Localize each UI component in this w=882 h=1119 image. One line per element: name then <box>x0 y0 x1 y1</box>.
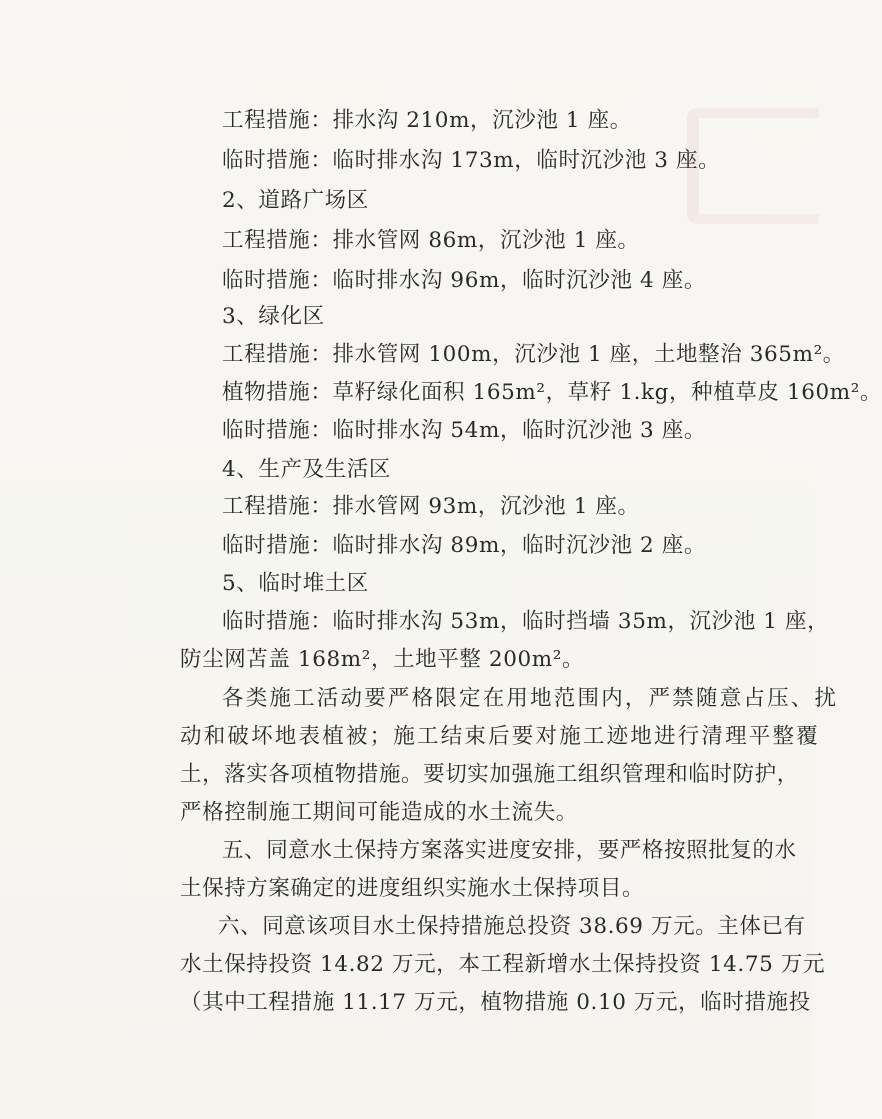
section-heading-4: 4、生产及生活区 <box>222 457 391 482</box>
section-heading-2: 2、道路广场区 <box>222 188 369 213</box>
text-line-14: 临时措施：临时排水沟 53m，临时挡墙 35m，沉沙池 1 座， <box>222 609 830 634</box>
text-line-5: 临时措施：临时排水沟 96m，临时沉沙池 4 座。 <box>222 268 706 293</box>
paragraph-line-3: 土，落实各项植物措施。要切实加强施工组织管理和临时防护， <box>180 762 799 787</box>
text-line-8: 植物措施：草籽绿化面积 165m²，草籽 1.kg，种植草皮 160m²。 <box>222 380 882 405</box>
text-line-9: 临时措施：临时排水沟 54m，临时沉沙池 3 座。 <box>222 418 706 443</box>
item-5-line-1: 五、同意水土保持方案落实进度安排，要严格按照批复的水 <box>222 838 797 863</box>
text-line-15: 防尘网苫盖 168m²，土地平整 200m²。 <box>180 647 585 672</box>
paragraph-line-4: 严格控制施工期间可能造成的水土流失。 <box>180 800 578 825</box>
section-heading-3: 3、绿化区 <box>222 304 325 329</box>
item-6-line-2: 水土保持投资 14.82 万元，本工程新增水土保持投资 14.75 万元 <box>180 952 826 977</box>
item-6-line-3: （其中工程措施 11.17 万元，植物措施 0.10 万元，临时措施投 <box>180 990 811 1015</box>
paragraph-line-1: 各类施工活动要严格限定在用地范围内，严禁随意占压、扰 <box>222 686 839 711</box>
section-heading-5: 5、临时堆土区 <box>222 571 369 596</box>
item-6-line-1: 六、同意该项目水土保持措施总投资 38.69 万元。主体已有 <box>218 914 806 939</box>
text-line-11: 工程措施：排水管网 93m，沉沙池 1 座。 <box>222 494 640 519</box>
text-line-7: 工程措施：排水管网 100m，沉沙池 1 座，土地整治 365m²。 <box>222 342 845 367</box>
paragraph-line-2: 动和破坏地表植被；施工结束后要对施工迹地进行清理平整覆 <box>180 724 820 749</box>
text-line-1: 工程措施：排水沟 210m，沉沙池 1 座。 <box>222 108 632 133</box>
text-line-2: 临时措施：临时排水沟 173m，临时沉沙池 3 座。 <box>222 148 721 173</box>
text-line-4: 工程措施：排水管网 86m，沉沙池 1 座。 <box>222 228 640 253</box>
item-5-line-2: 土保持方案确定的进度组织实施水土保持项目。 <box>180 876 645 901</box>
text-line-12: 临时措施：临时排水沟 89m，临时沉沙池 2 座。 <box>222 533 706 558</box>
